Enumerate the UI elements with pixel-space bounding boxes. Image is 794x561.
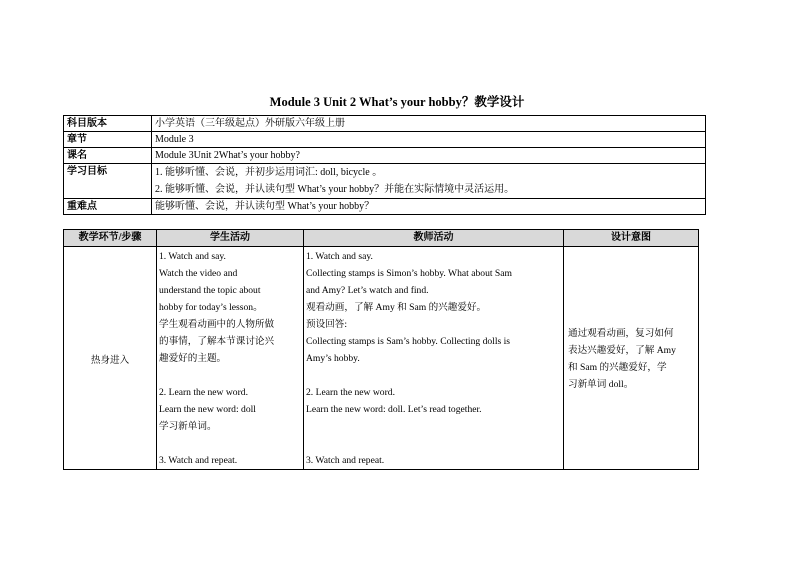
objective-line: 2. 能够听懂、会说，并认读句型 What’s your hobby？并能在实际情境中灵活运用。 (155, 184, 515, 195)
header-student: 学生活动 (157, 230, 304, 247)
info-row-subject (64, 116, 706, 132)
info-value: 能够听懂、会说，并认读句型 What’s your hobby？ (152, 199, 706, 215)
info-label: 学习目标 (64, 164, 152, 199)
student-line: hobby for today’s lesson。 (159, 302, 263, 313)
blank-line (306, 435, 561, 452)
teacher-activity-cell (304, 247, 564, 470)
teacher-line: Collecting stamps is Sam’s hobby. Collecting dolls is (306, 336, 511, 347)
info-label: 重难点 (64, 199, 152, 215)
info-label: 章节 (64, 132, 152, 148)
student-line: Watch the video and (159, 268, 238, 279)
info-row-keypoints (64, 199, 706, 215)
course-info-table (63, 115, 706, 215)
blank-line (306, 418, 561, 435)
teacher-line: Learn the new word: doll. Let’s read together. (306, 404, 482, 415)
info-row-lesson (64, 148, 706, 164)
teacher-line: 观看动画，了解 Amy 和 Sam 的兴趣爱好。 (306, 302, 487, 313)
info-value: Module 3 (152, 132, 706, 148)
teacher-line: 3. Watch and repeat. (306, 455, 385, 466)
student-line: Learn the new word: doll (159, 404, 256, 415)
teacher-line: Collecting stamps is Simon’s hobby. What about Sam (306, 268, 512, 279)
student-line: 2. Learn the new word. (159, 387, 248, 398)
teacher-line: Amy’s hobby. (306, 353, 360, 364)
intent-line: 和 Sam 的兴趣爱好，学 (568, 361, 667, 373)
student-line: 1. Watch and say. (159, 251, 226, 262)
blank-line (159, 435, 301, 452)
info-row-objectives (64, 164, 706, 199)
stage-cell: 热身进入 (64, 247, 157, 470)
page-title: Module 3 Unit 2 What’s your hobby？教学设计 (269, 95, 525, 109)
student-line: 的事情，了解本节课讨论兴 (159, 336, 275, 347)
intent-line: 表达兴趣爱好，了解 Amy (568, 344, 676, 356)
teacher-line: 1. Watch and say. (306, 251, 373, 262)
student-line: understand the topic about (159, 285, 261, 296)
student-line: 3. Watch and repeat. (159, 455, 238, 466)
blank-line (306, 367, 561, 384)
info-label: 科目版本 (64, 116, 152, 132)
intent-line: 习新单词 doll。 (568, 378, 634, 390)
plan-row-warmup (64, 247, 699, 470)
info-label: 课名 (64, 148, 152, 164)
header-teacher: 教师活动 (304, 230, 564, 247)
objective-line: 1. 能够听懂、会说，并初步运用词汇: doll, bicycle 。 (155, 167, 383, 178)
info-value (152, 164, 706, 199)
student-line: 学生观看动画中的人物所做 (159, 319, 275, 330)
info-row-chapter (64, 132, 706, 148)
header-intent: 设计意图 (564, 230, 699, 247)
header-stage: 教学环节/步骤 (64, 230, 157, 247)
student-line: 趣爱好的主题。 (159, 353, 227, 364)
info-value: Module 3Unit 2What’s your hobby? (152, 148, 706, 164)
blank-line (159, 367, 301, 384)
student-activity-cell (157, 247, 304, 470)
plan-header-row (64, 230, 699, 247)
teacher-line: 预设回答: (306, 319, 348, 330)
teacher-line: and Amy? Let’s watch and find. (306, 285, 429, 296)
student-line: 学习新单词。 (159, 421, 217, 432)
intent-line: 通过观看动画，复习如何 (568, 327, 674, 339)
teaching-plan-table (63, 229, 699, 470)
design-intent-cell (564, 247, 699, 470)
info-value: 小学英语（三年级起点）外研版六年级上册 (152, 116, 706, 132)
teacher-line: 2. Learn the new word. (306, 387, 395, 398)
